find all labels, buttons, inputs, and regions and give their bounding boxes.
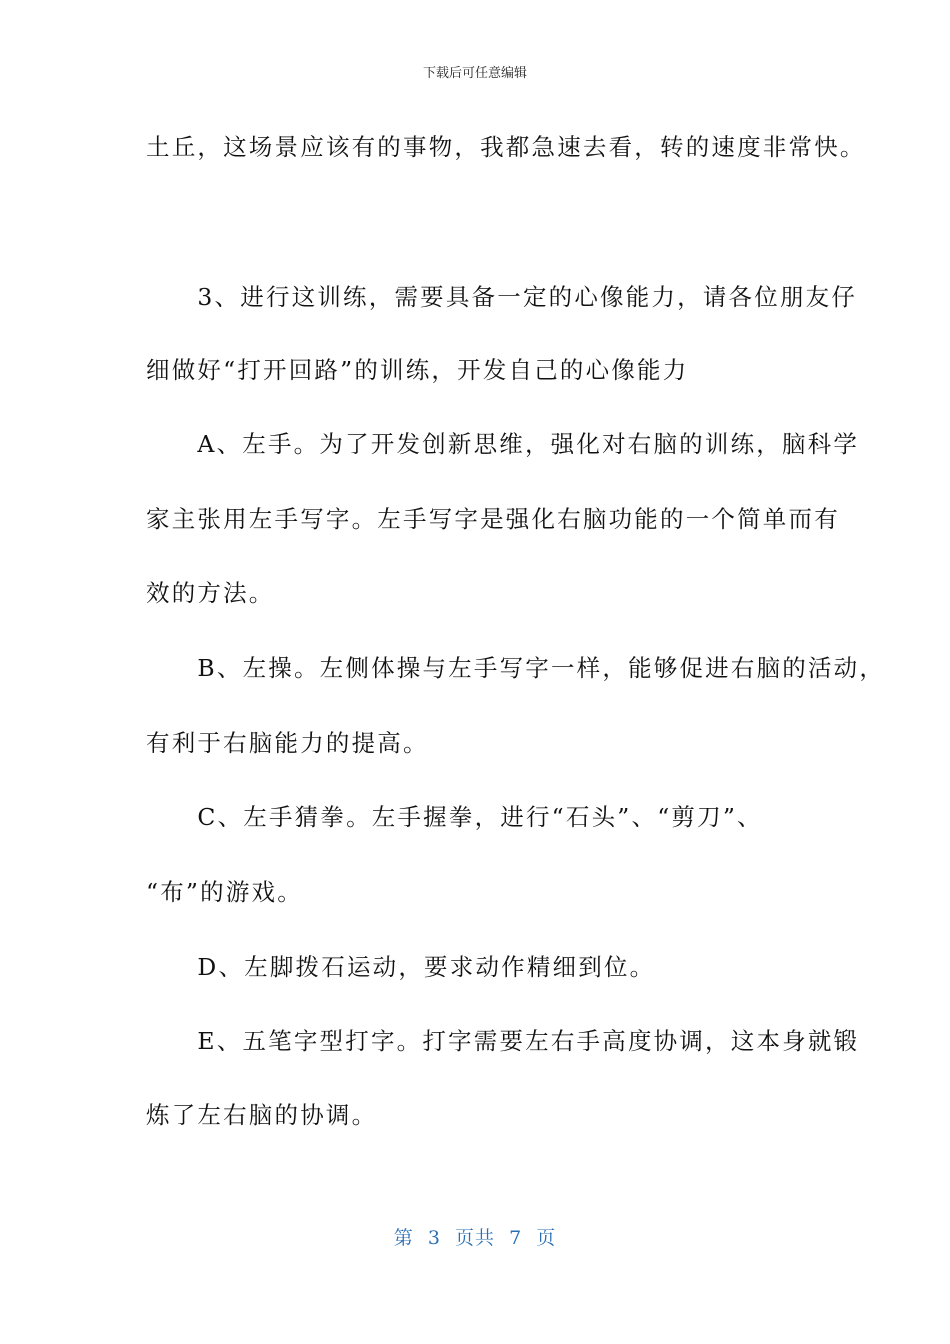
page-number-footer: 第 3 页共 7 页	[393, 1227, 557, 1249]
body-text-line: 有利于右脑能力的提高。	[146, 729, 429, 757]
body-text-line: C、左手猜拳。左手握拳，进行“石头”、“剪刀”、	[146, 803, 763, 831]
body-text-line: 炼了左右脑的协调。	[146, 1101, 378, 1129]
body-text-line: 家主张用左手写字。左手写字是强化右脑功能的一个简单而有	[146, 505, 840, 533]
body-text-line: 土丘，这场景应该有的事物，我都急速去看，转的速度非常快。	[146, 133, 866, 161]
body-text-line: 3、进行这训练，需要具备一定的心像能力，请各位朋友仔	[146, 283, 858, 311]
body-text-line: D、左脚拨石运动，要求动作精细到位。	[146, 953, 656, 981]
body-text-line: E、五笔字型打字。打字需要左右手高度协调，这本身就锻	[146, 1027, 860, 1055]
body-text-line: “布”的游戏。	[146, 878, 303, 906]
body-text-line: 细做好“打开回路”的训练，开发自己的心像能力	[146, 356, 689, 384]
page-header-note: 下载后可任意编辑	[422, 66, 527, 81]
body-text-line: A、左手。为了开发创新思维，强化对右脑的训练，脑科学	[146, 430, 860, 458]
body-text-line: B、左操。左侧体操与左手写字一样，能够促进右脑的活动，	[146, 654, 886, 682]
body-text-line: 效的方法。	[146, 579, 275, 607]
